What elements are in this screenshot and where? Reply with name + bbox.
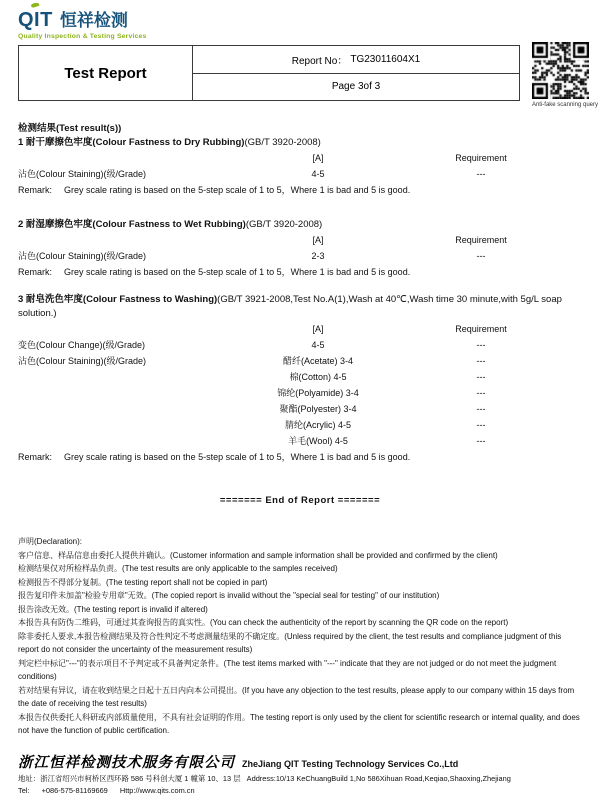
declaration-item: 除非委托人要求,本报告检测结果及符合性判定不考虑测量结果的不确定度。(Unless required by the client, the test results and compliance judgment of this report do not consider the uncertainty of the measurement results) — [18, 631, 562, 654]
declaration-item: 报告涂改无效。(The testing report is invalid if altered) — [18, 604, 208, 614]
tel-number: +086-575-81169669 — [41, 786, 108, 795]
row-value: 腈纶(Acrylic) 4-5 — [284, 420, 351, 430]
row-requirement: --- — [476, 372, 486, 382]
remark-text: Grey scale rating is based on the 5-step scale of 1 to 5，Where 1 is bad and 5 is good. — [64, 452, 411, 462]
table-row — [18, 433, 582, 449]
remark — [18, 265, 582, 280]
qr-code — [532, 42, 589, 99]
tel-label: Tel: — [18, 786, 30, 795]
row-value: 醋纤(Acetate) 3-4 — [282, 356, 354, 366]
declaration-item: 检测报告不得部分复制。(The testing report shall not be copied in part) — [18, 577, 268, 587]
remark-text: Grey scale rating is based on the 5-step scale of 1 to 5，Where 1 is bad and 5 is good. — [64, 267, 411, 277]
declaration-heading: 声明(Declaration): — [18, 537, 83, 546]
company-address — [18, 773, 590, 784]
end-of-report: ======= End of Report ======= — [219, 495, 381, 506]
row-label — [18, 385, 220, 401]
row-value: 2-3 — [311, 251, 325, 261]
section-title — [18, 293, 582, 321]
col-req-header: Requirement — [455, 235, 507, 245]
section-title-rest: (GB/T 3921-2008,Test No.A(1),Wash at 40℃,Wash time 30 minute,with 5g/L soap solution.) — [18, 294, 562, 319]
remark-label: Remark: — [18, 267, 53, 277]
section-wet-rubbing — [18, 218, 582, 280]
row-label: 变色(Colour Change)(级/Grade) — [18, 340, 146, 350]
table-row — [18, 337, 582, 353]
report-header-table — [18, 45, 520, 101]
company-name-cn: 浙江恒祥检测技术服务有限公司 — [18, 755, 235, 771]
row-label — [18, 417, 220, 433]
qr-caption: Anti-fake scanning query — [531, 102, 598, 108]
results-heading: 检测结果(Test result(s)) — [18, 123, 122, 134]
row-requirement: --- — [476, 420, 486, 430]
table-row — [18, 353, 582, 369]
table-row — [18, 417, 582, 433]
table-row — [18, 166, 582, 182]
logo-tagline: Quality Inspection & Testing Services — [18, 33, 147, 40]
row-label — [18, 433, 220, 449]
row-label: 沾色(Colour Staining)(级/Grade) — [18, 356, 147, 366]
row-label — [18, 401, 220, 417]
declaration-item: 若对结果有异议，请在收到结果之日起十五日内向本公司提出。(If you have any objection to the test results, please apply to our company within 15 days from the date of receiving the test results) — [18, 685, 575, 708]
section-dry-rubbing — [18, 136, 582, 198]
row-requirement: --- — [476, 356, 486, 366]
row-value: 棉(Cotton) 4-5 — [289, 372, 347, 382]
row-value: 4-5 — [311, 169, 325, 179]
page-number: Page 3of 3 — [331, 81, 381, 93]
remark — [18, 183, 582, 198]
column-header-row — [18, 321, 582, 337]
section-title — [18, 136, 582, 150]
row-requirement: --- — [476, 340, 486, 350]
column-header-row — [18, 150, 582, 166]
remark-text: Grey scale rating is based on the 5-step scale of 1 to 5，Where 1 is bad and 5 is good. — [64, 185, 411, 195]
section-title-rest: (GB/T 3920-2008) — [245, 219, 323, 230]
table-row — [18, 401, 582, 417]
report-no-row — [193, 46, 519, 74]
remark — [18, 450, 582, 465]
qr-code-block — [532, 42, 590, 99]
logo-cn-text: 恒祥检测 — [59, 11, 128, 30]
row-label: 沾色(Colour Staining)(级/Grade) — [18, 169, 147, 179]
company-name-en: ZheJiang QIT Testing Technology Services Co.,Ltd — [242, 759, 459, 769]
website-url: Http://www.qits.com.cn — [119, 786, 195, 795]
leaf-icon — [31, 2, 40, 8]
declaration-item: 检测结果仅对所检样品负责。(The test results are only applicable to the samples received) — [18, 564, 338, 573]
address-cn: 地址：浙江省绍兴市柯桥区西环路 586 号科创大厦 1 幢第 10、13 层 — [18, 774, 241, 783]
remark-label: Remark: — [18, 452, 53, 462]
declaration-item: 本报告仅供委托人科研或内部质量使用，不具有社会证明的作用。The testing report is only used by the client for scientific research or internal quality, and does not have the function of public certification. — [18, 712, 580, 735]
table-row — [18, 248, 582, 264]
company-logo — [18, 6, 147, 40]
report-title: Test Report — [64, 64, 147, 82]
logo-qit-text: QIT — [18, 9, 53, 31]
table-row — [18, 385, 582, 401]
test-results — [18, 122, 582, 738]
row-value: 羊毛(Wool) 4-5 — [288, 436, 348, 446]
declaration-item: 本报告具有防伪二维码，可通过其查询报告的真实性。(You can check the authenticity of the report by scanning the QR code on the report) — [18, 618, 509, 627]
section-title-rest: (GB/T 3920-2008) — [244, 137, 321, 148]
declaration-item: 客户信息、样品信息由委托人提供并确认。(Customer information and sample information shall be provided and confirmed by the client) — [18, 550, 498, 560]
col-a-header: [A] — [312, 324, 324, 334]
address-en: Address:10/13 KeChuangBuild 1,No 586Xihuan Road,Keqiao,Shaoxing,Zhejiang — [246, 774, 511, 783]
remark-label: Remark: — [18, 185, 53, 195]
row-value: 4-5 — [311, 340, 325, 350]
report-no-value: TG23011604X1 — [350, 53, 421, 65]
row-value: 聚酯(Polyester) 3-4 — [279, 404, 357, 414]
table-row — [18, 369, 582, 385]
declaration-item: 判定栏中标记"---"的表示项目不予判定或不具备判定条件。(The test items marked with "---" indicate that they are not judged or do not meet the judgment conditions) — [18, 658, 557, 681]
col-a-header: [A] — [312, 235, 324, 245]
report-title-cell — [19, 46, 193, 100]
column-header-row — [18, 232, 582, 248]
section-title — [18, 218, 582, 232]
section-washing — [18, 293, 582, 465]
col-req-header: Requirement — [455, 324, 507, 334]
company-contact — [18, 785, 590, 796]
section-title-bold: 3 耐皂洗色牢度(Colour Fastness to Washing) — [18, 294, 218, 305]
row-requirement: --- — [476, 404, 486, 414]
report-no-label: Report No： — [291, 55, 348, 67]
declaration-block — [18, 535, 582, 738]
section-title-bold: 1 耐干摩擦色牢度(Colour Fastness to Dry Rubbing) — [18, 137, 245, 148]
row-value: 锦纶(Polyamide) 3-4 — [277, 388, 359, 398]
company-footer — [18, 751, 590, 796]
row-requirement: --- — [476, 436, 486, 446]
row-requirement: --- — [476, 388, 486, 398]
row-requirement: --- — [476, 251, 486, 261]
col-a-header: [A] — [312, 153, 324, 163]
row-label — [18, 369, 220, 385]
declaration-item: 报告复印件未加盖"检验专用章"无效。(The copied report is invalid without the "special seal for testing" of our institution) — [18, 591, 440, 600]
col-req-header: Requirement — [455, 153, 507, 163]
page-number-row — [193, 74, 519, 101]
section-title-bold: 2 耐湿摩擦色牢度(Colour Fastness to Wet Rubbing) — [18, 219, 246, 230]
row-requirement: --- — [476, 169, 486, 179]
row-label: 沾色(Colour Staining)(级/Grade) — [18, 251, 147, 261]
